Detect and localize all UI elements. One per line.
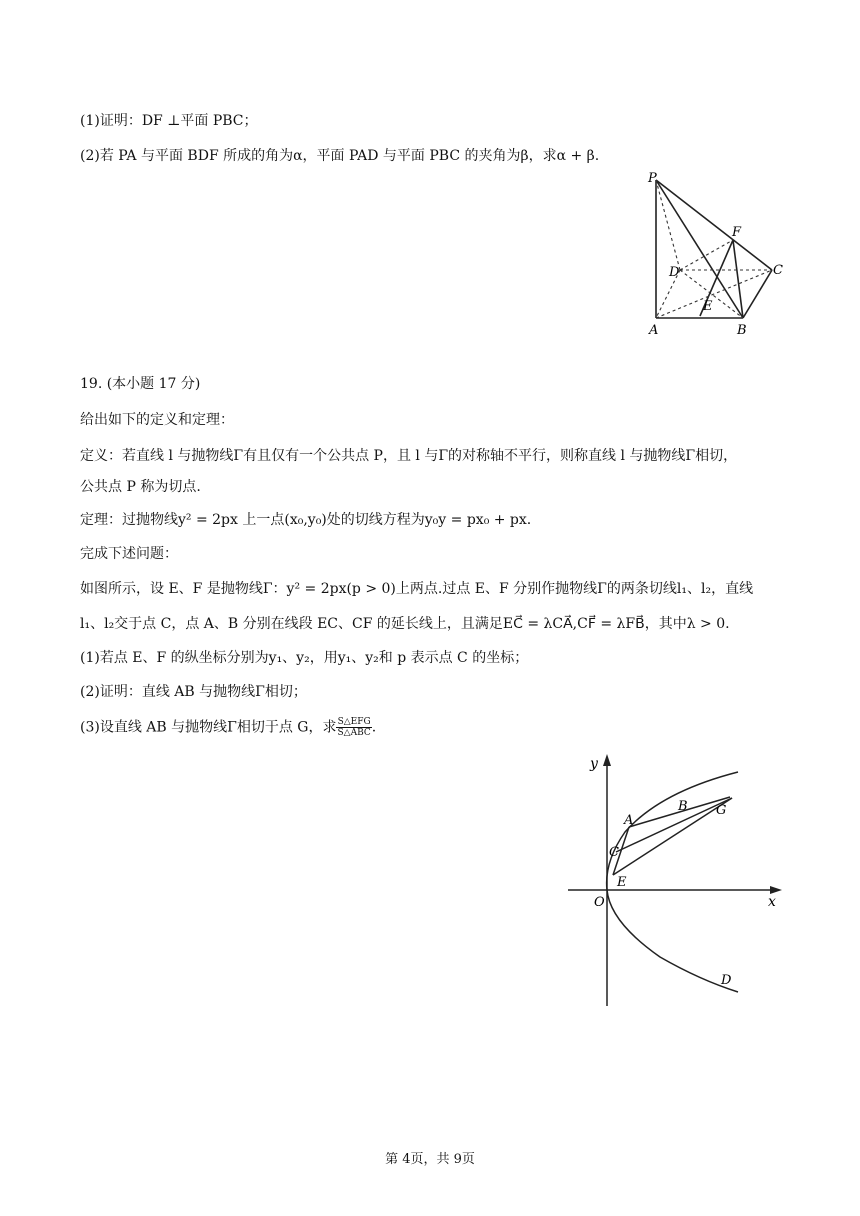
q18-part1: (1)证明：DF ⊥平面 PBC； — [80, 113, 258, 129]
label-E: E — [703, 299, 713, 314]
area-ratio-fraction — [336, 717, 371, 738]
q19-setup-line2: l₁、l₂交于点 C，点 A、B 分别在线段 EC、CF 的延长线上，且满足EC⃗ = λCA⃗,CF⃗ = λFB⃗，其中λ > 0. — [80, 616, 730, 632]
q19-definition-line2: 公共点 P 称为切点. — [80, 479, 201, 495]
q19-theorem: 定理：过抛物线y² = 2px 上一点(x₀,y₀)处的切线方程为y₀y = px₀ + px. — [80, 512, 532, 528]
q19-part3 — [80, 717, 376, 738]
label-B: B — [737, 323, 747, 338]
label-E: E — [617, 875, 627, 890]
q19-task: 完成下述问题： — [80, 546, 178, 562]
fraction-denominator: S△ABC — [337, 728, 371, 738]
label-C: C — [609, 845, 619, 860]
label-A: A — [624, 813, 634, 828]
label-O: O — [594, 895, 605, 910]
q19-part2: (2)证明：直线 AB 与抛物线Γ相切； — [80, 684, 307, 700]
q19-part1: (1)若点 E、F 的纵坐标分别为y₁、y₂，用y₁、y₂和 p 表示点 C 的坐标； — [80, 650, 529, 666]
label-D: D — [669, 265, 680, 280]
label-C: C — [773, 263, 783, 278]
label-F: F — [732, 225, 742, 240]
fraction-numerator: S△EFG — [337, 717, 371, 727]
label-y: y — [590, 756, 598, 772]
label-P: P — [648, 171, 657, 186]
label-D: D — [721, 973, 732, 988]
parabola-figure — [560, 752, 790, 1014]
page-number: 第 4页，共 9页 — [385, 1152, 475, 1167]
q19-intro: 给出如下的定义和定理： — [80, 412, 234, 428]
q19-part3-end: . — [371, 719, 377, 736]
q19-header: 19. (本小题 17 分) — [80, 376, 201, 392]
pyramid-figure — [640, 168, 790, 340]
q18-part2: (2)若 PA 与平面 BDF 所成的角为α，平面 PAD 与平面 PBC 的夹角为β，求α + β. — [80, 148, 600, 164]
label-B: B — [678, 799, 688, 814]
label-A: A — [649, 323, 659, 338]
label-x: x — [768, 894, 776, 910]
q19-setup-line1: 如图所示，设 E、F 是抛物线Γ：y² = 2px(p > 0)上两点.过点 E、F 分别作抛物线Γ的两条切线l₁、l₂，直线 — [80, 581, 754, 597]
label-G: G — [716, 803, 727, 818]
q19-definition-line1: 定义：若直线 l 与抛物线Γ有且仅有一个公共点 P，且 l 与Γ的对称轴不平行，则称直线 l 与抛物线Γ相切， — [80, 448, 738, 464]
q19-part3-text: (3)设直线 AB 与抛物线Γ相切于点 G，求 — [80, 719, 337, 736]
